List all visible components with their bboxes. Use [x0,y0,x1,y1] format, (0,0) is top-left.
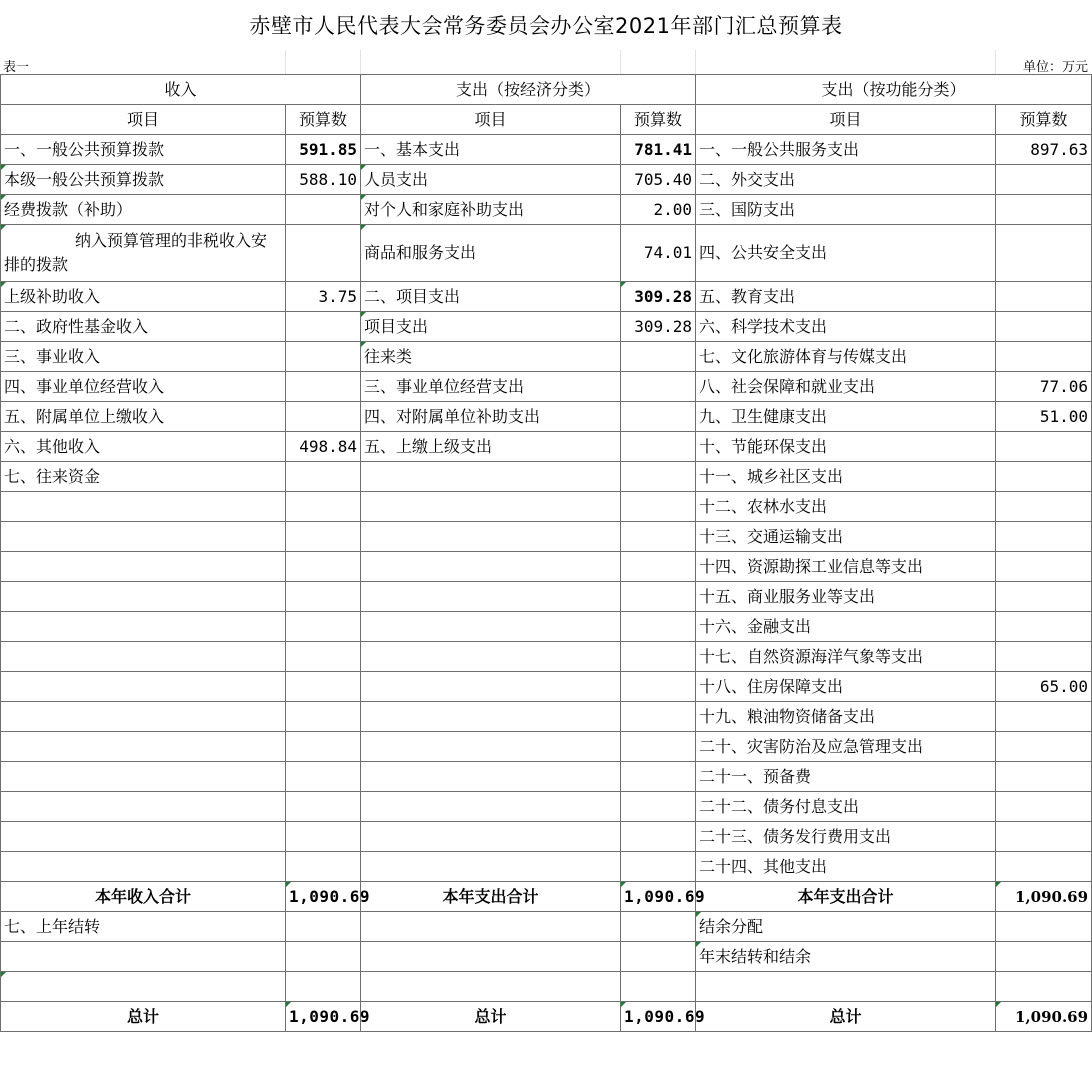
income-item: 五、附属单位上缴收入 [1,402,286,432]
table-row [1,732,1092,762]
expense-econ-item [361,732,621,762]
expense-func-amount [996,582,1092,612]
expense-econ-amount [621,342,696,372]
expense-econ-year-total-label: 本年支出合计 [361,882,621,912]
expense-econ-amount [621,672,696,702]
income-amount [286,402,361,432]
expense-func-item: 八、社会保障和就业支出 [696,372,996,402]
expense-econ-header: 支出（按经济分类） [361,75,696,105]
income-amount: 3.75 [286,282,361,312]
expense-econ-amount: 309.28 [621,312,696,342]
expense-func-amount [996,282,1092,312]
income-amount [286,372,361,402]
income-item: 四、事业单位经营收入 [1,372,286,402]
expense-func-amount [996,462,1092,492]
item-header: 项目 [361,105,621,135]
expense-func-amount: 897.63 [996,135,1092,165]
expense-econ-amount [621,582,696,612]
income-amount [286,972,361,1002]
table-row [1,972,1092,1002]
expense-econ-amount [621,972,696,1002]
income-item [1,792,286,822]
expense-func-amount [996,492,1092,522]
table-row [1,762,1092,792]
income-item [1,552,286,582]
expense-econ-item [361,612,621,642]
expense-econ-amount [621,612,696,642]
expense-func-amount [996,852,1092,882]
expense-econ-amount [621,552,696,582]
table-row [1,522,1092,552]
table-subheader [0,50,1092,74]
income-header: 收入 [1,75,361,105]
grid-line [995,50,996,74]
income-item [1,942,286,972]
table-row [1,852,1092,882]
expense-econ-item: 三、事业单位经营支出 [361,372,621,402]
table-row [1,372,1092,402]
income-amount [286,642,361,672]
income-item [1,702,286,732]
income-year-total-label: 本年收入合计 [1,882,286,912]
income-grand-total-label: 总计 [1,1002,286,1032]
table-number: 表一 [3,60,30,75]
table-row [1,342,1092,372]
page-title: 赤壁市人民代表大会常务委员会办公室2021年部门汇总预算表 [249,14,843,38]
income-item [1,972,286,1002]
income-item: 上级补助收入 [1,282,286,312]
table-row [1,225,1092,282]
table-row [1,642,1092,672]
expense-econ-item: 一、基本支出 [361,135,621,165]
expense-econ-amount [621,822,696,852]
expense-func-item: 二十、灾害防治及应急管理支出 [696,732,996,762]
expense-econ-amount [621,792,696,822]
table-row [1,282,1092,312]
expense-econ-item [361,642,621,672]
expense-econ-item: 二、项目支出 [361,282,621,312]
grand-total-row [1,1002,1092,1032]
expense-func-item: 二、外交支出 [696,165,996,195]
expense-econ-item [361,912,621,942]
expense-econ-item [361,762,621,792]
income-item: 二、政府性基金收入 [1,312,286,342]
expense-econ-amount [621,912,696,942]
income-item: 本级一般公共预算拨款 [1,165,286,195]
expense-func-amount: 51.00 [996,402,1092,432]
table-row [1,462,1092,492]
income-item: 七、上年结转 [1,912,286,942]
expense-func-item: 四、公共安全支出 [696,225,996,282]
expense-func-amount [996,762,1092,792]
column-header-row [1,105,1092,135]
income-amount [286,462,361,492]
table-row [1,582,1092,612]
table-row [1,912,1092,942]
expense-econ-amount: 705.40 [621,165,696,195]
expense-func-amount [996,942,1092,972]
amount-header: 预算数 [996,105,1092,135]
expense-func-item: 二十二、债务付息支出 [696,792,996,822]
expense-econ-amount [621,402,696,432]
income-amount [286,732,361,762]
expense-econ-item [361,942,621,972]
income-amount [286,912,361,942]
section-header-row [1,75,1092,105]
expense-econ-amount [621,432,696,462]
expense-func-item: 结余分配 [696,912,996,942]
expense-econ-amount [621,942,696,972]
income-amount [286,225,361,282]
income-amount [286,852,361,882]
expense-econ-item [361,582,621,612]
table-row [1,672,1092,702]
expense-econ-amount [621,492,696,522]
income-item [1,672,286,702]
expense-func-amount [996,165,1092,195]
expense-func-amount: 65.00 [996,672,1092,702]
income-amount [286,942,361,972]
expense-func-item: 十五、商业服务业等支出 [696,582,996,612]
expense-econ-amount [621,372,696,402]
income-item [1,642,286,672]
table-row [1,402,1092,432]
expense-func-item: 三、国防支出 [696,195,996,225]
income-year-total-value: 1,090.69 [286,882,361,912]
grid-line [285,50,286,74]
expense-func-item: 十、节能环保支出 [696,432,996,462]
table-row [1,822,1092,852]
expense-econ-amount [621,462,696,492]
expense-func-item: 十七、自然资源海洋气象等支出 [696,642,996,672]
income-item: 七、往来资金 [1,462,286,492]
expense-econ-amount [621,642,696,672]
table-row [1,702,1092,732]
table-row [1,552,1092,582]
expense-func-grand-total-label: 总计 [696,1002,996,1032]
expense-func-item: 二十四、其他支出 [696,852,996,882]
expense-econ-amount [621,762,696,792]
expense-econ-amount [621,522,696,552]
expense-func-year-total-value: 1,090.69 [996,882,1092,912]
grid-line [695,50,696,74]
expense-func-amount [996,702,1092,732]
income-amount: 591.85 [286,135,361,165]
income-item [1,852,286,882]
income-item [1,822,286,852]
expense-func-amount [996,342,1092,372]
income-item [1,762,286,792]
income-amount [286,195,361,225]
expense-func-amount [996,312,1092,342]
income-item: 纳入预算管理的非税收入安排的拨款 [1,225,286,282]
expense-func-item: 年末结转和结余 [696,942,996,972]
income-amount [286,822,361,852]
expense-econ-item [361,552,621,582]
expense-econ-amount [621,732,696,762]
expense-econ-item: 对个人和家庭补助支出 [361,195,621,225]
income-amount [286,702,361,732]
expense-econ-item [361,792,621,822]
expense-func-item: 十八、住房保障支出 [696,672,996,702]
expense-func-item: 二十一、预备费 [696,762,996,792]
income-amount [286,672,361,702]
expense-func-item [696,972,996,1002]
expense-econ-item: 往来类 [361,342,621,372]
income-item [1,492,286,522]
expense-func-item: 六、科学技术支出 [696,312,996,342]
table-row [1,492,1092,522]
income-amount [286,312,361,342]
income-amount [286,342,361,372]
expense-func-year-total-label: 本年支出合计 [696,882,996,912]
expense-func-amount [996,822,1092,852]
expense-func-amount [996,612,1092,642]
expense-econ-item: 项目支出 [361,312,621,342]
expense-econ-amount [621,702,696,732]
expense-econ-amount: 74.01 [621,225,696,282]
amount-header: 预算数 [621,105,696,135]
expense-func-amount [996,432,1092,462]
expense-func-amount [996,195,1092,225]
income-amount: 588.10 [286,165,361,195]
expense-func-grand-total-value: 1,090.69 [996,1002,1092,1032]
expense-econ-item [361,462,621,492]
expense-econ-item [361,492,621,522]
amount-header: 预算数 [286,105,361,135]
expense-func-amount [996,912,1092,942]
grid-line [620,50,621,74]
expense-func-item: 七、文化旅游体育与传媒支出 [696,342,996,372]
table-row [1,135,1092,165]
expense-econ-amount [621,852,696,882]
expense-func-amount [996,972,1092,1002]
unit-label: 单位：万元 [1022,60,1088,75]
income-item: 一、一般公共预算拨款 [1,135,286,165]
income-amount [286,792,361,822]
item-header: 项目 [1,105,286,135]
expense-econ-item [361,672,621,702]
table-row [1,165,1092,195]
expense-func-item: 十三、交通运输支出 [696,522,996,552]
expense-econ-item [361,702,621,732]
expense-func-amount [996,225,1092,282]
item-header: 项目 [696,105,996,135]
expense-econ-item [361,972,621,1002]
income-amount [286,552,361,582]
expense-func-item: 一、一般公共服务支出 [696,135,996,165]
expense-func-amount [996,522,1092,552]
table-row [1,612,1092,642]
income-grand-total-value: 1,090.69 [286,1002,361,1032]
income-amount [286,612,361,642]
expense-econ-item: 商品和服务支出 [361,225,621,282]
table-row [1,942,1092,972]
expense-func-item: 五、教育支出 [696,282,996,312]
expense-func-item: 十一、城乡社区支出 [696,462,996,492]
income-item [1,612,286,642]
table-row [1,312,1092,342]
income-amount [286,492,361,522]
income-amount [286,522,361,552]
income-item: 六、其他收入 [1,432,286,462]
year-total-row [1,882,1092,912]
income-amount [286,582,361,612]
expense-func-amount [996,552,1092,582]
income-item: 经费拨款（补助） [1,195,286,225]
expense-func-amount [996,792,1092,822]
income-item: 三、事业收入 [1,342,286,372]
table-row [1,792,1092,822]
income-amount [286,762,361,792]
expense-econ-item [361,522,621,552]
expense-func-item: 十六、金融支出 [696,612,996,642]
expense-econ-item: 五、上缴上级支出 [361,432,621,462]
expense-func-amount [996,732,1092,762]
expense-econ-year-total-value: 1,090.69 [621,882,696,912]
expense-econ-item: 四、对附属单位补助支出 [361,402,621,432]
expense-econ-amount: 781.41 [621,135,696,165]
expense-econ-amount: 309.28 [621,282,696,312]
expense-func-item: 十九、粮油物资储备支出 [696,702,996,732]
table-row [1,195,1092,225]
expense-econ-amount: 2.00 [621,195,696,225]
expense-econ-grand-total-label: 总计 [361,1002,621,1032]
budget-table [0,74,1092,1032]
expense-func-header: 支出（按功能分类） [696,75,1092,105]
expense-econ-grand-total-value: 1,090.69 [621,1002,696,1032]
income-item [1,582,286,612]
income-item [1,522,286,552]
expense-func-item: 九、卫生健康支出 [696,402,996,432]
expense-func-amount [996,642,1092,672]
income-amount: 498.84 [286,432,361,462]
expense-func-amount: 77.06 [996,372,1092,402]
income-item [1,732,286,762]
table-row [1,432,1092,462]
expense-func-item: 十四、资源勘探工业信息等支出 [696,552,996,582]
expense-func-item: 十二、农林水支出 [696,492,996,522]
expense-econ-item: 人员支出 [361,165,621,195]
grid-line [360,50,361,74]
expense-econ-item [361,822,621,852]
expense-func-item: 二十三、债务发行费用支出 [696,822,996,852]
expense-econ-item [361,852,621,882]
